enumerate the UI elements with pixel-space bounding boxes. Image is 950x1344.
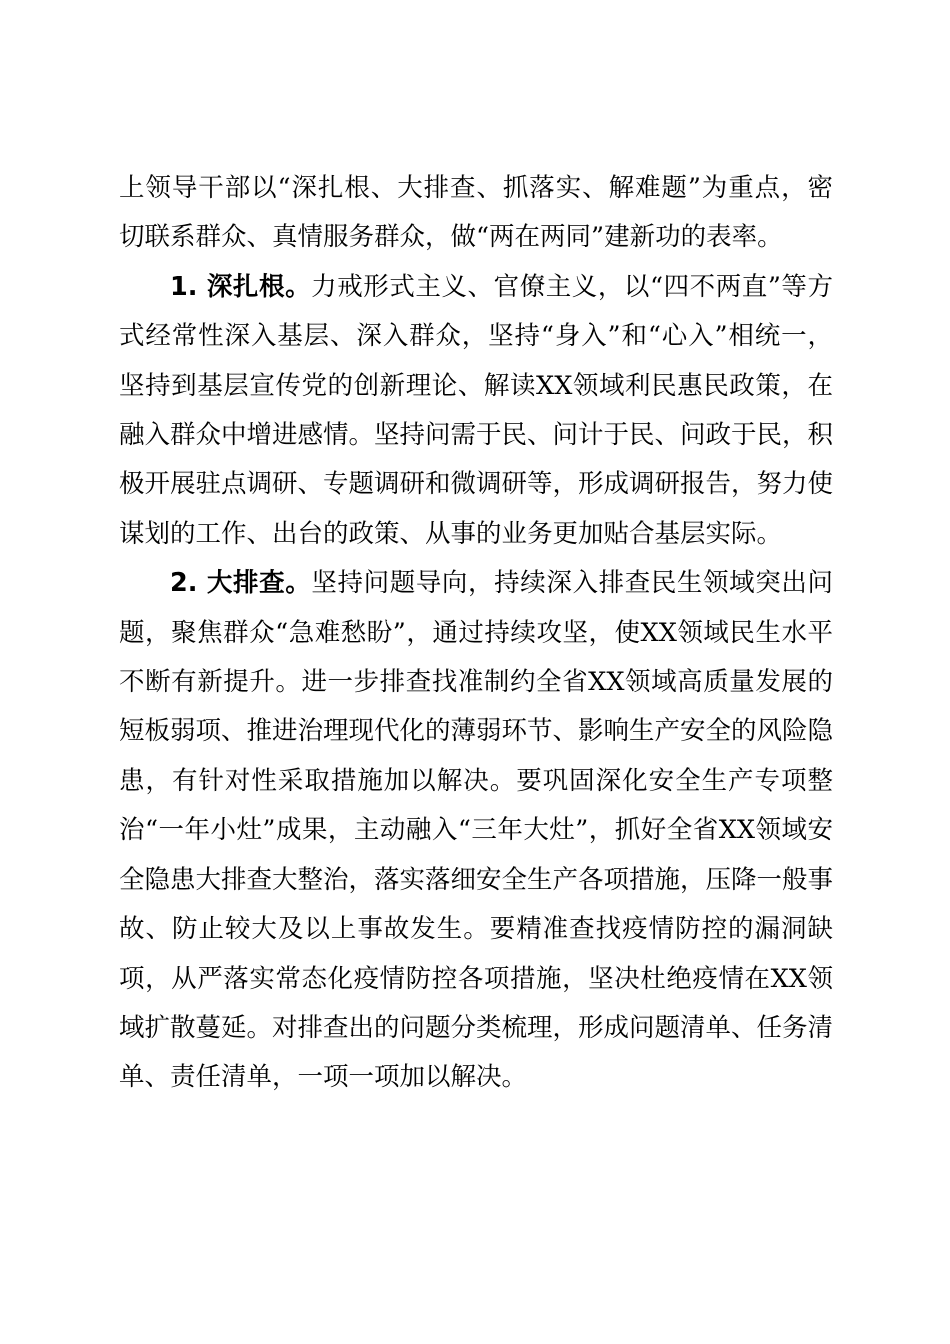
paragraph-intro-continuation [119, 164, 833, 263]
document-body [119, 164, 833, 1103]
paragraph-investigation [119, 559, 833, 1102]
paragraph-heading: 2. 大排查。 [170, 568, 312, 599]
paragraph-deep-roots [119, 263, 833, 559]
paragraph-heading: 1. 深扎根。 [170, 271, 312, 302]
paragraph-text: 力戒形式主义、官僚主义，以“四不两直”等方式经常性深入基层、深入群众，坚持“身入”和“心入”相统一，坚持到基层宣传党的创新理论、解读XX领域利民惠民政策，在融入群众中增进感情。坚持问需于民、问计于民、问政于民，积极开展驻点调研、专题调研和微调研等，形成调研报告，努力使谋划的工作、出台的政策、从事的业务更加贴合基层实际。 [119, 271, 834, 549]
paragraph-text: 坚持问题导向，持续深入排查民生领域突出问题，聚焦群众“急难愁盼”，通过持续攻坚，使XX领域民生水平不断有新提升。进一步排查找准制约全省XX领域高质量发展的短板弱项、推进治理现代化的薄弱环节、影响生产安全的风险隐患，有针对性采取措施加以解决。要巩固深化安全生产专项整治“一年小灶”成果，主动融入“三年大灶”，抓好全省XX领域安全隐患大排查大整治，落实落细安全生产各项措施，压降一般事故、防止较大及以上事故发生。要精准查找疫情防控的漏洞缺项，从严落实常态化疫情防控各项措施，坚决杜绝疫情在XX领域扩散蔓延。对排查出的问题分类梳理，形成问题清单、任务清单、责任清单，一项一项加以解决。 [119, 568, 834, 1093]
paragraph-text: 上领导干部以“深扎根、大排查、抓落实、解难题”为重点，密切联系群众、真情服务群众，做“两在两同”建新功的表率。 [119, 173, 833, 253]
